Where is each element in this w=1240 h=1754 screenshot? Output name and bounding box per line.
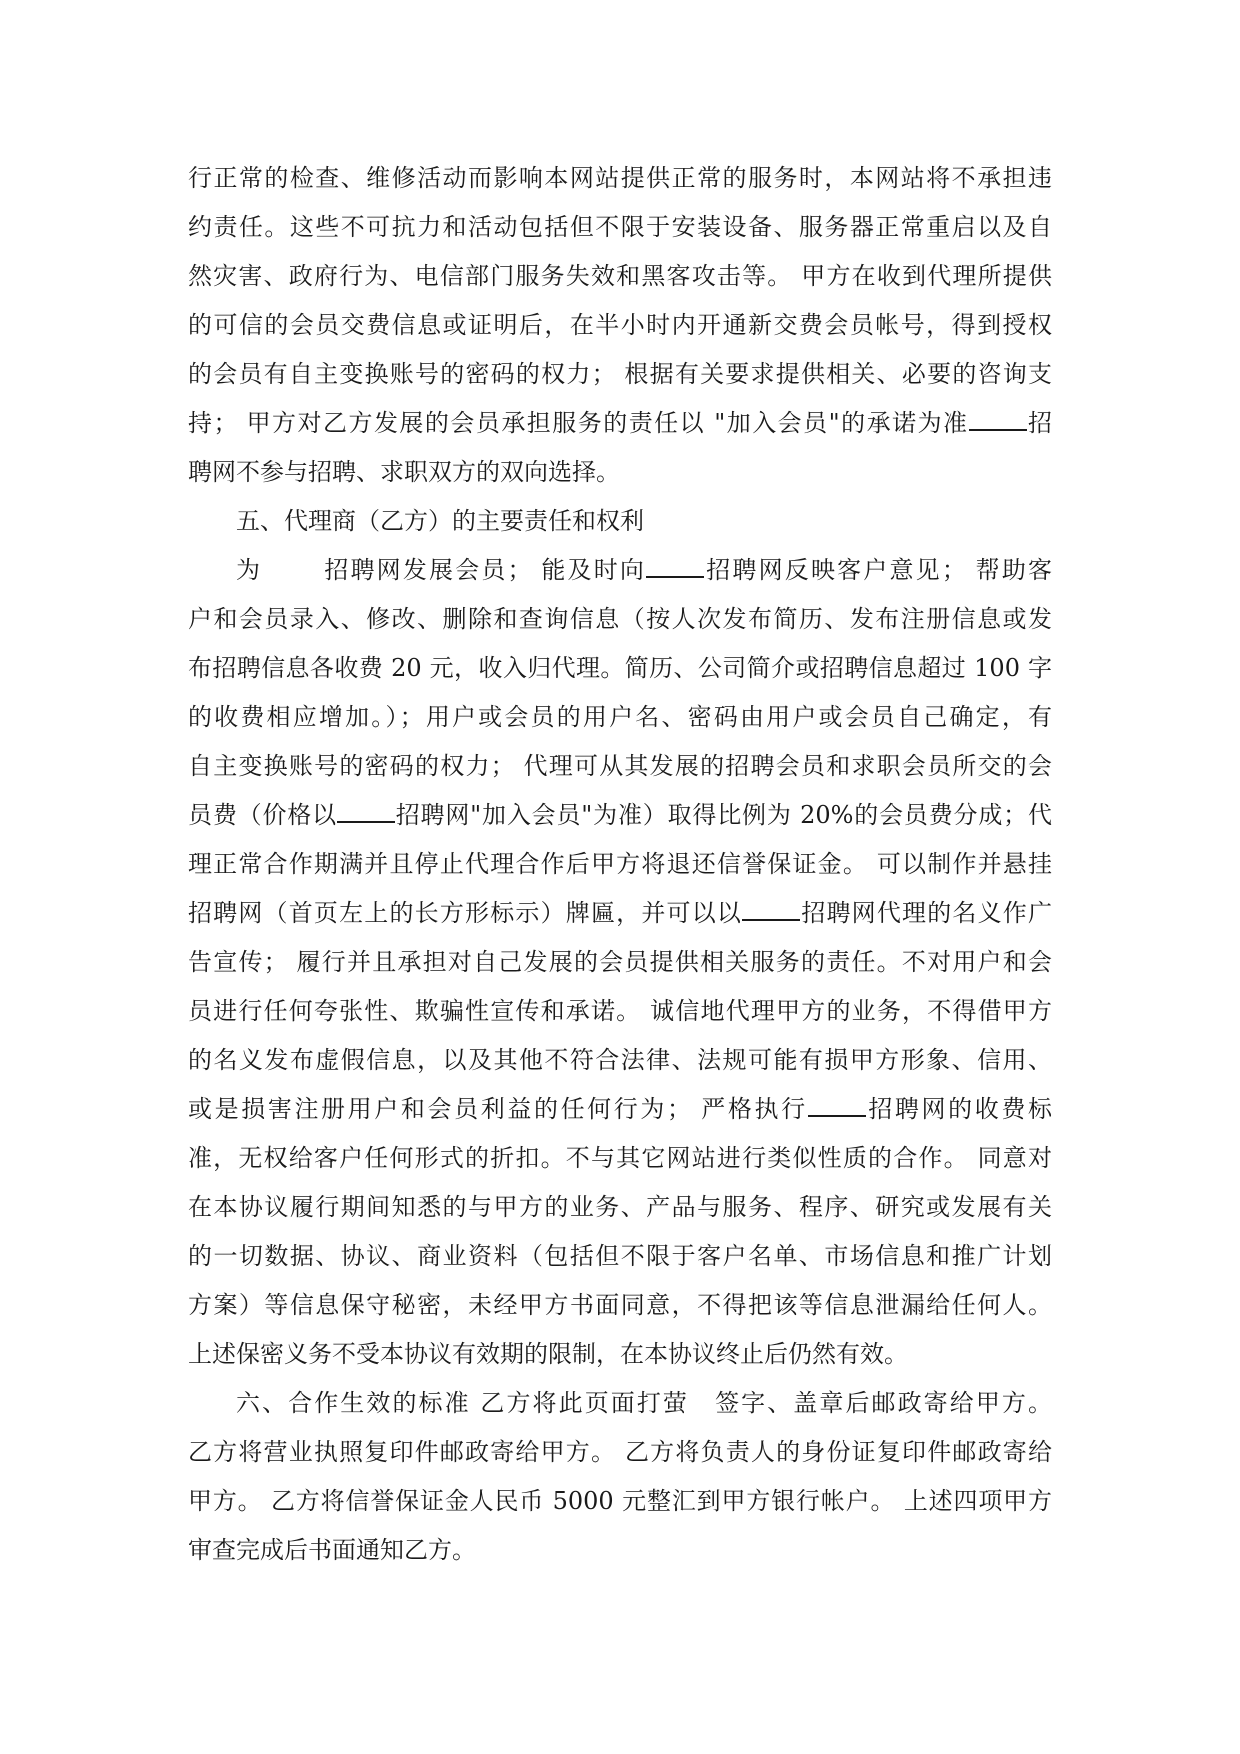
text-line: 或是损害注册用户和会员利益的任何行为； 严格执行 招聘网的收费标 (188, 1095, 1052, 1123)
text-line: 员进行任何夸张性、欺骗性宣传和承诺。 诚信地代理甲方的业务，不得借甲方 (188, 997, 1052, 1025)
text-line: 自主变换账号的密码的权力； 代理可从其发展的招聘会员和求职会员所交的会 (188, 752, 1052, 780)
text-line: 行正常的检查、维修活动而影响本网站提供正常的服务时，本网站将不承担违 (188, 164, 1052, 192)
fill-in-blank (646, 556, 704, 578)
text-line: 上述保密义务不受本协议有效期的限制，在本协议终止后仍然有效。 (188, 1340, 908, 1368)
text-line: 布招聘信息各收费 20 元，收入归代理。简历、公司简介或招聘信息超过 100 字 (188, 654, 1052, 682)
text-line: 为 招聘网发展会员； 能及时向 招聘网反映客户意见； 帮助客 (236, 556, 1052, 584)
text-line: 员费（价格以 招聘网"加入会员"为准）取得比例为 20%的会员费分成；代 (188, 801, 1052, 829)
text-line: 的可信的会员交费信息或证明后，在半小时内开通新交费会员帐号，得到授权 (188, 311, 1052, 339)
text-line: 的一切数据、协议、商业资料（包括但不限于客户名单、市场信息和推广计划 (188, 1242, 1052, 1270)
text-line: 然灾害、政府行为、电信部门服务失效和黑客攻击等。 甲方在收到代理所提供 (188, 262, 1052, 290)
text-line: 告宣传； 履行并且承担对自己发展的会员提供相关服务的责任。不对用户和会 (188, 948, 1052, 976)
text-line: 五、代理商（乙方）的主要责任和权利 (236, 507, 644, 535)
paragraph-p4 (188, 1379, 1052, 1575)
text-line: 持； 甲方对乙方发展的会员承担服务的责任以 "加入会员"的承诺为准 招 (188, 409, 1052, 437)
text-line: 约责任。这些不可抗力和活动包括但不限于安装设备、服务器正常重启以及自 (188, 213, 1052, 241)
text-line: 准，无权给客户任何形式的折扣。不与其它网站进行类似性质的合作。 同意对 (188, 1144, 1052, 1172)
fill-in-blank (969, 409, 1027, 431)
paragraph-p2 (188, 497, 1052, 546)
text-line: 户和会员录入、修改、删除和查询信息（按人次发布简历、发布注册信息或发 (188, 605, 1052, 633)
text-line: 审查完成后书面通知乙方。 (188, 1536, 476, 1564)
text-line: 的收费相应增加。）；用户或会员的用户名、密码由用户或会员自己确定，有 (188, 703, 1052, 731)
fill-in-blank (742, 899, 800, 921)
fill-in-blank (337, 801, 395, 823)
text-line: 在本协议履行期间知悉的与甲方的业务、产品与服务、程序、研究或发展有关 (188, 1193, 1052, 1221)
text-line: 的名义发布虚假信息，以及其他不符合法律、法规可能有损甲方形象、信用、 (188, 1046, 1052, 1074)
text-line: 六、合作生效的标准 乙方将此页面打萤 签字、盖章后邮政寄给甲方。 (236, 1389, 1052, 1417)
text-line: 招聘网（首页左上的长方形标示）牌匾，并可以以 招聘网代理的名义作广 (188, 899, 1052, 927)
paragraph-p3 (188, 546, 1052, 1379)
text-line: 的会员有自主变换账号的密码的权力； 根据有关要求提供相关、必要的咨询支 (188, 360, 1052, 388)
text-line: 乙方将营业执照复印件邮政寄给甲方。 乙方将负责人的身份证复印件邮政寄给 (188, 1438, 1052, 1466)
paragraph-p1 (188, 154, 1052, 497)
text-line: 甲方。 乙方将信誉保证金人民币 5000 元整汇到甲方银行帐户。 上述四项甲方 (188, 1487, 1052, 1515)
document-body (188, 154, 1052, 1575)
text-line: 聘网不参与招聘、求职双方的双向选择。 (188, 458, 620, 486)
fill-in-blank (808, 1095, 866, 1117)
text-line: 理正常合作期满并且停止代理合作后甲方将退还信誉保证金。 可以制作并悬挂 (188, 850, 1052, 878)
text-line: 方案）等信息保守秘密，未经甲方书面同意，不得把该等信息泄漏给任何人。 (188, 1291, 1052, 1319)
